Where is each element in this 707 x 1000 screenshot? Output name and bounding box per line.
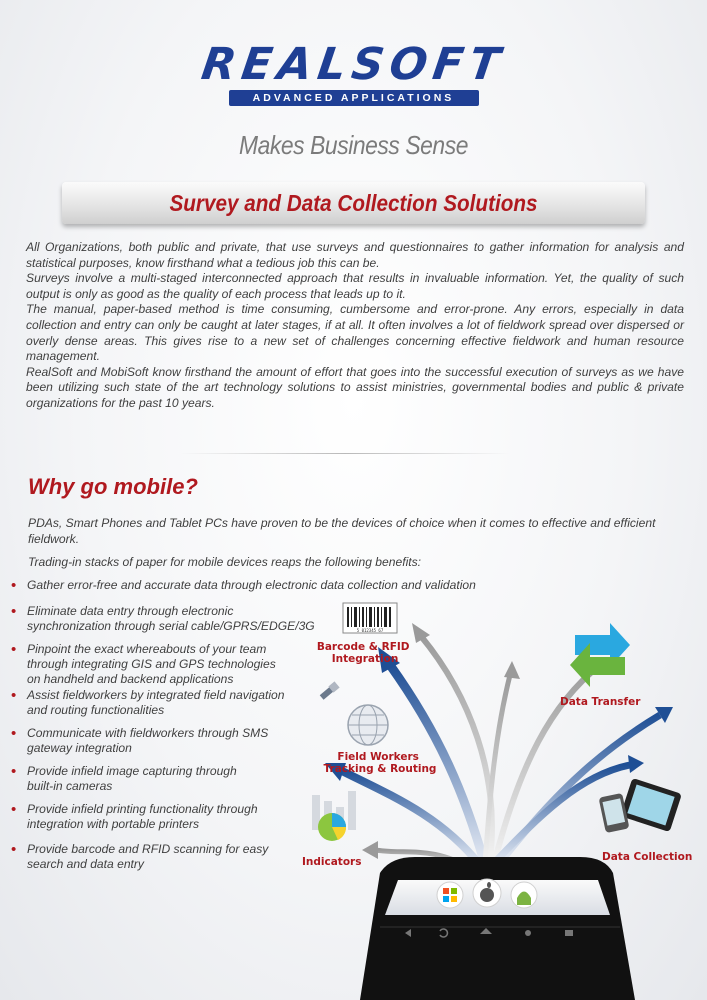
why-paragraph: PDAs, Smart Phones and Tablet PCs have proven to be the devices of choice when it comes to effective and efficient fieldwork. xyxy=(28,516,656,546)
logo-wordmark: REALSOFT xyxy=(198,39,509,90)
benefit-item: • Communicate with fieldworkers through SMS gateway integration xyxy=(10,726,268,756)
benefit-item: • Provide barcode and RFID scanning for easy search and data entry xyxy=(10,842,268,872)
satellite-icon xyxy=(320,681,340,699)
smartphone-illustration xyxy=(360,857,635,1000)
why-paragraph: Trading-in stacks of paper for mobile devices reaps the following benefits: xyxy=(28,555,422,570)
intro-paragraph: The manual, paper-based method is time consuming, cumbersome and error-prone. Any errors, especially in data collection and entry can only be caught at later stages, if at all. It often involves a lot of fieldwork spread over dispersed or overly dense areas. This gives rise to a new set of challenges concerning effective fieldwork and human resource management. xyxy=(26,302,684,364)
data-collection-label: Data Collection xyxy=(602,851,693,863)
apple-icon xyxy=(473,879,501,907)
section-divider xyxy=(180,453,510,454)
mobile-solutions-diagram xyxy=(280,595,707,1000)
globe-icon xyxy=(348,705,388,745)
benefit-item: • Gather error-free and accurate data through electronic data collection and validation xyxy=(10,578,476,593)
barcode-icon xyxy=(343,603,397,633)
benefit-item: • Pinpoint the exact whereabouts of your team through integrating GIS and GPS technologies on handheld and backend applications xyxy=(10,642,276,688)
tablet-icon xyxy=(599,778,682,833)
benefit-item: • Provide infield printing functionality through integration with portable printers xyxy=(10,802,258,832)
intro-text xyxy=(26,240,684,412)
chart-icon xyxy=(312,791,356,841)
search-key-icon xyxy=(525,930,531,936)
logo-subtitle: ADVANCED APPLICATIONS xyxy=(229,90,479,106)
realsoft-logo xyxy=(0,39,707,106)
tracking-label: Field Workers Tracking & Routing xyxy=(323,751,437,775)
page-title: Survey and Data Collection Solutions xyxy=(169,190,538,216)
intro-paragraph: Surveys involve a multi-staged interconnected approach that results in invaluable information. Yet, the quality of such output is only as good as the quality of each process that leads up to it. xyxy=(26,271,684,301)
data-transfer-label: Data Transfer xyxy=(560,696,641,708)
benefit-item: • Eliminate data entry through electronic synchronization through serial cable/GPRS/EDGE/3G xyxy=(10,604,315,634)
title-banner xyxy=(62,182,645,224)
barcode-label: Barcode & RFID Integration xyxy=(316,641,410,665)
data-transfer-icon xyxy=(570,623,630,687)
android-icon xyxy=(511,882,537,908)
svg-text:5 012345 67: 5 012345 67 xyxy=(356,628,384,633)
why-intro xyxy=(28,516,684,571)
tagline: Makes Business Sense xyxy=(238,130,469,160)
benefit-item: • Provide infield image capturing through built-in cameras xyxy=(10,764,237,794)
windows-icon xyxy=(437,882,463,908)
menu-key-icon xyxy=(565,930,573,936)
intro-paragraph: RealSoft and MobiSoft know firsthand the amount of effort that goes into the successful execution of surveys as we have been utilizing such state of the art technology solutions to assist ministries, governmental bodies and public & private organizations for the past 10 years. xyxy=(26,364,684,410)
indicators-label: Indicators xyxy=(302,856,362,868)
intro-paragraph: All Organizations, both public and private, that use surveys and questionnaires to gather information for analysis and statistical purposes, know firsthand what a tedious job this can be. xyxy=(26,240,684,270)
section-heading: Why go mobile? xyxy=(28,474,198,499)
benefit-item: • Assist fieldworkers by integrated field navigation and routing functionalities xyxy=(10,688,284,718)
